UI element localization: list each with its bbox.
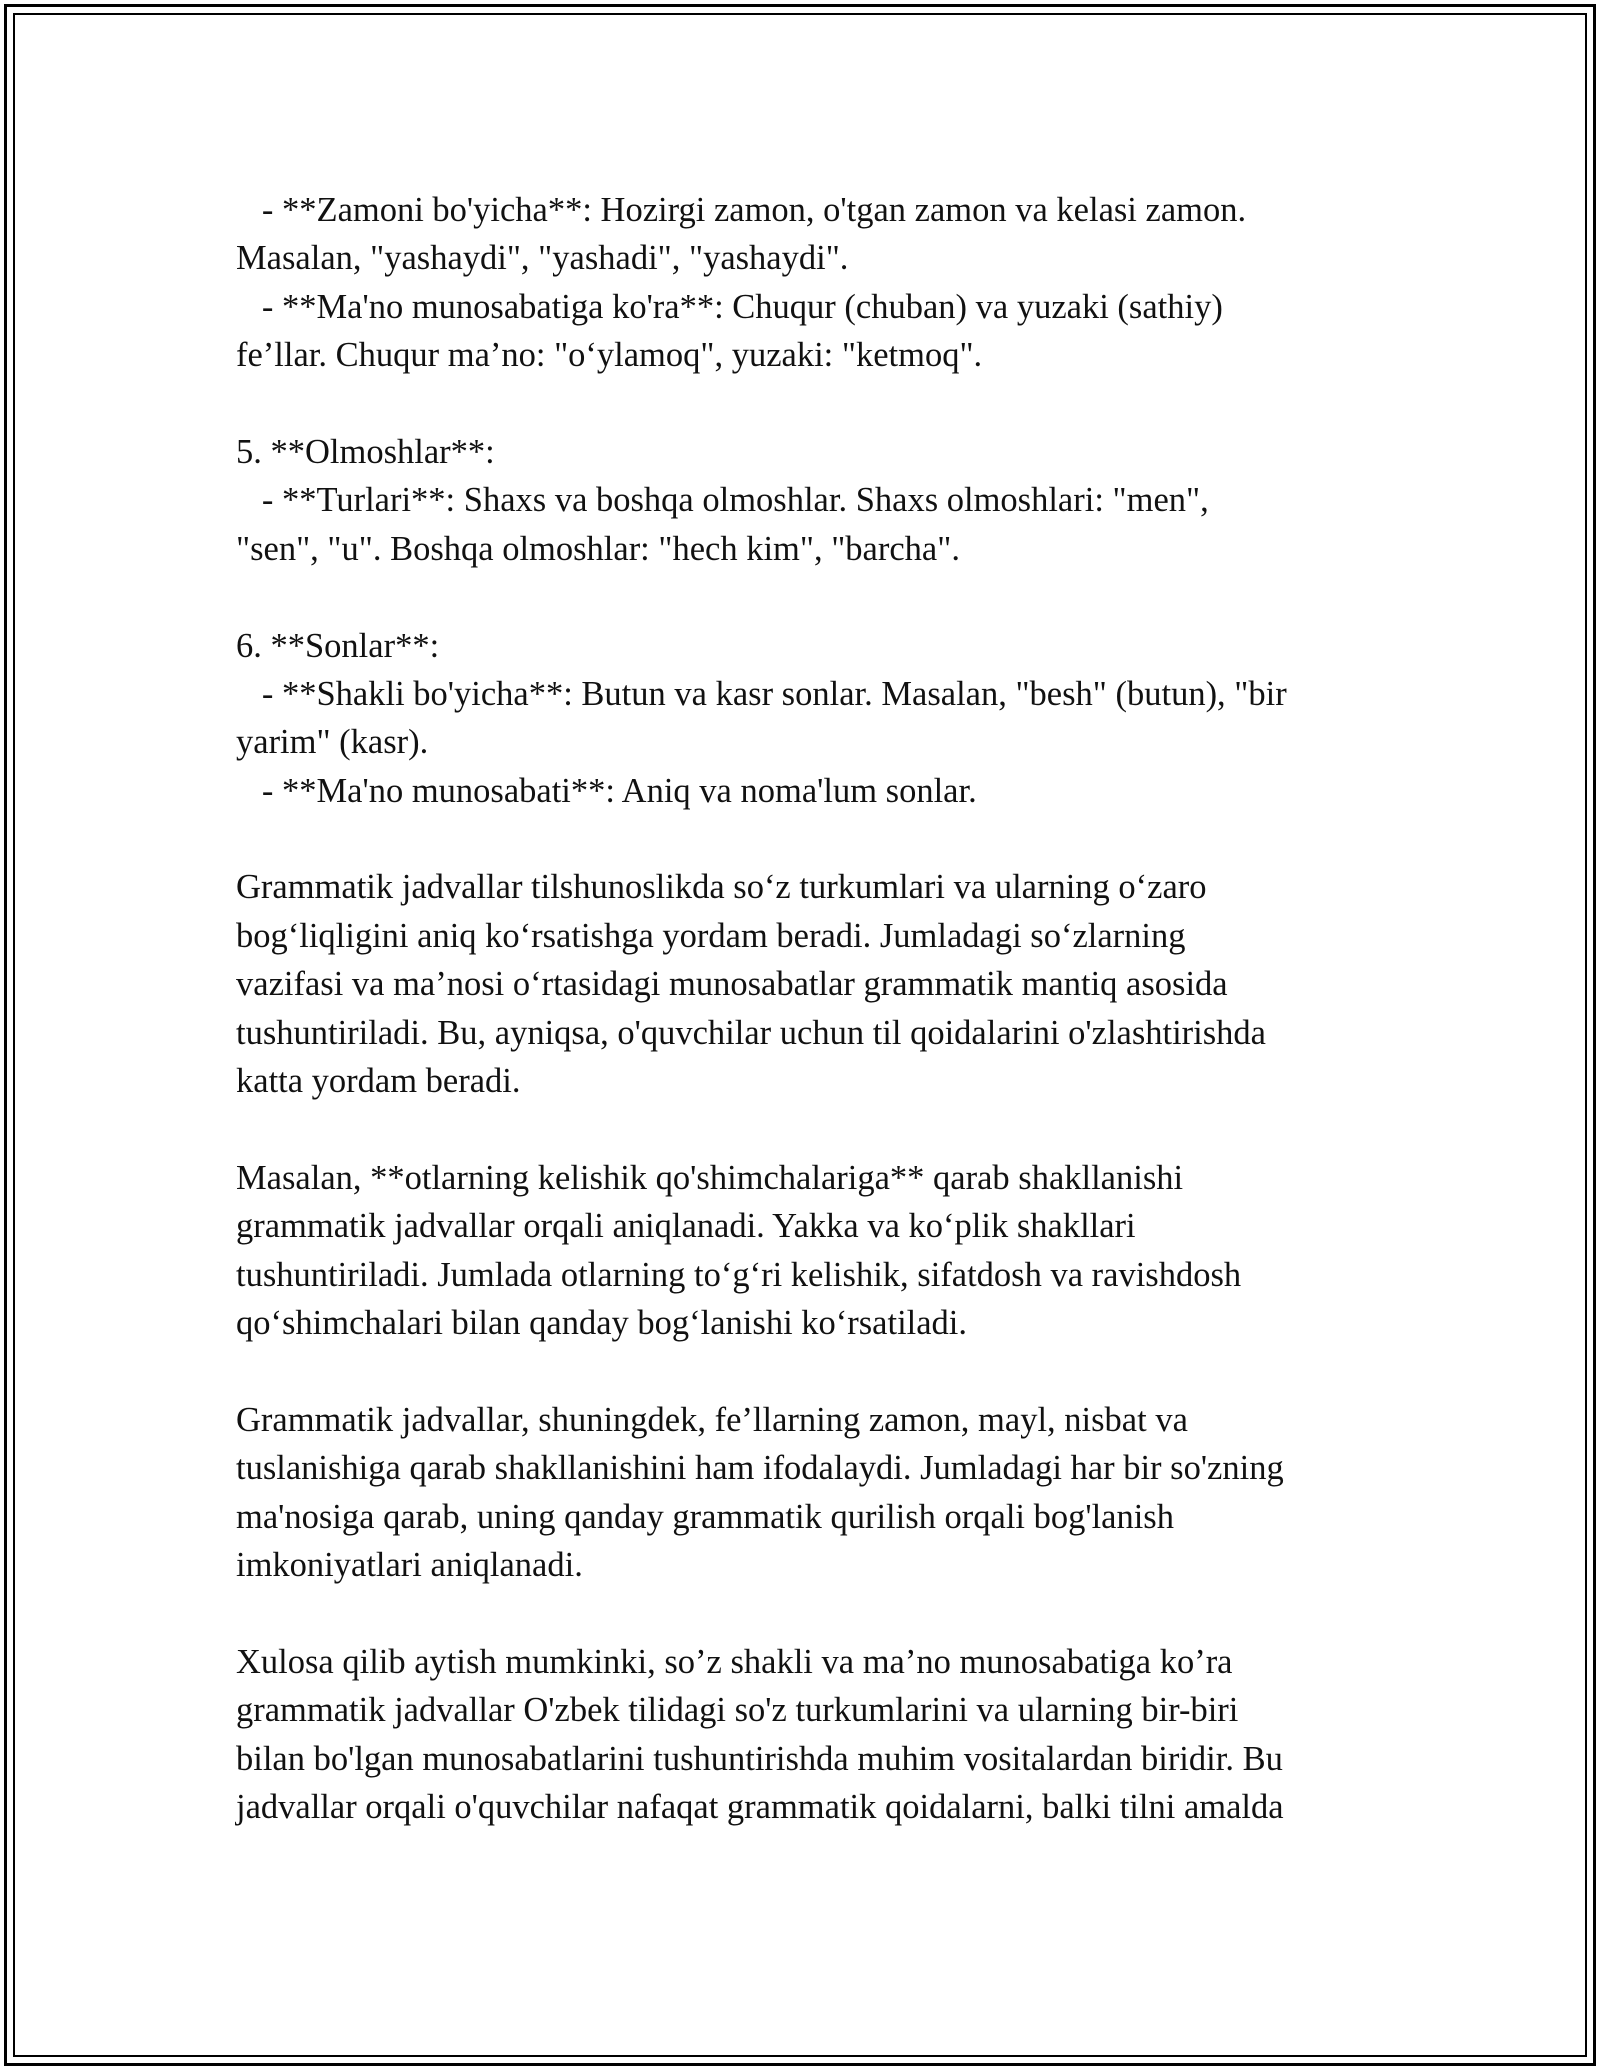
paragraph-masalan [236, 1154, 1376, 1348]
text-line: tushuntiriladi. Jumlada otlarning to‘g‘ri kelishik, sifatdosh va ravishdosh [236, 1255, 1242, 1294]
text-line: bog‘liqligini aniq ko‘rsatishga yordam beradi. Jumladagi so‘zlarning [236, 916, 1186, 955]
paragraph-gap [236, 1105, 1376, 1153]
text-line: Masalan, **otlarning kelishik qo'shimchalariga** qarab shakllanishi [236, 1158, 1184, 1197]
text-line: vazifasi va ma’nosi o‘rtasidagi munosabatlar grammatik mantiq asosida [236, 965, 1228, 1004]
text-line: "sen", "u". Boshqa olmoshlar: "hech kim", "barcha". [236, 529, 960, 568]
paragraph-gap [236, 1347, 1376, 1395]
text-line: Grammatik jadvallar tilshunoslikda so‘z turkumlari va ularning o‘zaro [236, 868, 1207, 907]
text-line: bilan bo'lgan munosabatlarini tushuntirishda muhim vositalardan biridir. Bu [236, 1739, 1283, 1778]
text-line: Xulosa qilib aytish mumkinki, so’z shakli va ma’no munosabatiga ko’ra [236, 1642, 1233, 1681]
paragraph-gap [236, 573, 1376, 621]
block-sonlar [236, 622, 1376, 816]
text-line: grammatik jadvallar orqali aniqlanadi. Yakka va ko‘plik shakllari [236, 1207, 1136, 1246]
text-line: grammatik jadvallar O'zbek tilidagi so'z turkumlarini va ularning bir-biri [236, 1691, 1239, 1730]
list-heading: 6. **Sonlar**: [236, 626, 440, 665]
text-line: tushuntiriladi. Bu, ayniqsa, o'quvchilar uchun til qoidalarini o'zlashtirishda [236, 1013, 1266, 1052]
text-line: imkoniyatlari aniqlanadi. [236, 1545, 583, 1584]
document-body [236, 186, 1376, 1831]
text-line: - **Ma'no munosabati**: Aniq va noma'lum sonlar. [236, 771, 977, 810]
text-line: yarim" (kasr). [236, 723, 429, 762]
text-line: - **Turlari**: Shaxs va boshqa olmoshlar. Shaxs olmoshlari: "men", [236, 481, 1209, 520]
paragraph-gap [236, 815, 1376, 863]
text-line: - **Shakli bo'yicha**: Butun va kasr sonlar. Masalan, "besh" (butun), "bir [236, 674, 1287, 713]
text-line: - **Ma'no munosabatiga ko'ra**: Chuqur (chuban) va yuzaki (sathiy) [236, 287, 1223, 326]
paragraph-gap [236, 1589, 1376, 1637]
text-line: Masalan, "yashaydi", "yashadi", "yashaydi". [236, 239, 849, 278]
text-line: Grammatik jadvallar, shuningdek, fe’llarning zamon, mayl, nisbat va [236, 1400, 1188, 1439]
text-line: qo‘shimchalari bilan qanday bog‘lanishi ko‘rsatiladi. [236, 1303, 968, 1342]
list-heading: 5. **Olmoshlar**: [236, 432, 495, 471]
text-line: - **Zamoni bo'yicha**: Hozirgi zamon, o'tgan zamon va kelasi zamon. [236, 191, 1247, 229]
text-line: fe’llar. Chuqur ma’no: "o‘ylamoq", yuzaki: "ketmoq". [236, 336, 983, 375]
paragraph-xulosa [236, 1638, 1376, 1832]
text-line: katta yordam beradi. [236, 1062, 521, 1101]
text-line: ma'nosiga qarab, uning qanday grammatik qurilish orqali bog'lanish [236, 1497, 1174, 1536]
paragraph-grammatik-jadvallar [236, 863, 1376, 1105]
text-line: jadvallar orqali o'quvchilar nafaqat grammatik qoidalarni, balki tilni amalda [236, 1787, 1284, 1826]
paragraph-shuningdek [236, 1396, 1376, 1590]
block-zamon-mano [236, 186, 1376, 380]
block-olmoshlar [236, 428, 1376, 573]
text-line: tuslanishiga qarab shakllanishini ham ifodalaydi. Jumladagi har bir so'zning [236, 1449, 1284, 1488]
paragraph-gap [236, 380, 1376, 428]
